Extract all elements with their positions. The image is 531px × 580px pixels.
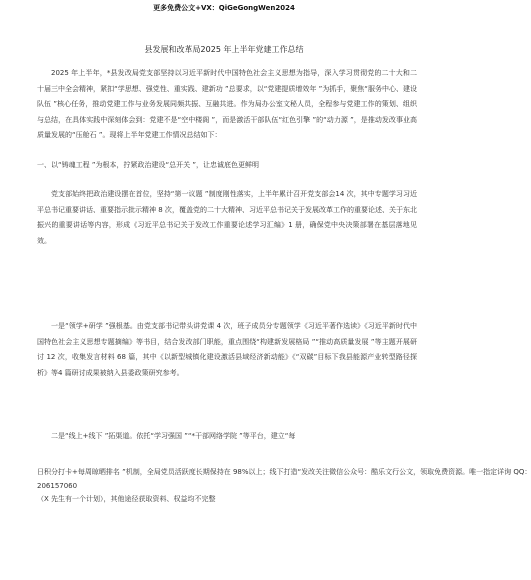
point-two-paragraph: 二是“线上+线下 ”拓渠道。依托“学习强国 ”“*干部网络学院 ”等平台，建立“每	[51, 432, 296, 440]
contact-qq-number: 206157060	[37, 481, 78, 490]
contact-line: 日积分打卡+每周晾晒排名 ”机制，全局党员活跃度长期保持在 98%以上；线下打造“发改关注微信公众号：酷乐文行公文，领取免费资源。唯一指定详询 QQ：	[37, 468, 531, 476]
promo-header: 更多免费公文+VX：QiGeGongWen2024	[153, 4, 295, 12]
document-title: 县发展和改革局2025 年上半年党建工作总结	[144, 45, 304, 54]
contact-block	[37, 466, 531, 507]
intro-paragraph: 2025 年上半年，*县发改局党支部坚持以习近平新时代中国特色社会主义思想为指导，深入学习贯彻党的二十大和二十届三中全会精神，紧扣“学思想、强党性、重实践、建新功 ”总要求，以“党建提质增效年 ”为抓手，聚焦“服务中心、建设队伍 ”核心任务，推动党建工作与业务发展同频共振、互融共进。作为局办公室文秘人员，全程参与党建工作的策划、组织与总结，在具体实践中深刻体会到：党建不是“空中楼阁 ”，而是激活干部队伍“红色引擎 ”的“动力源 ”，是推动发改事业高质量发展的“压舱石 ”。现将上半年党建工作情况总结如下：	[37, 69, 417, 140]
section-one-paragraph: 党支部始终把政治建设摆在首位，坚持“第一议题 ”制度刚性落实，上半年累计召开党支部会14 次，其中专题学习习近平总书记重要讲话、重要指示批示精神 8 次，覆盖党的二十大精神、习近平总书记关于发展改革工作的重要论述、关于东北振兴的重要讲话等内容，形成《习近平总书记关于发改工作重要论述学习汇编》1 册，确保党中央决策部署在基层落地见效。	[37, 190, 417, 245]
point-one-paragraph: 一是“领学+研学 ”强根基。由党支部书记带头讲党课 4 次，班子成员分专题领学《习近平著作选读》《习近平新时代中国特色社会主义思想专题摘编》等书目，结合发改部门职能，重点围绕“构建新发展格局 ”“推动高质量发展 ”等主题开展研讨 12 次，收集发言材料 68 篇，其中《以新型城镇化建设激活县域经济新动能》《“双碳”目标下我县能源产业转型路径探析》等4 篇研讨成果被纳入县委政策研究参考。	[37, 322, 417, 377]
contact-note: （X 先生有一个计划），其他途径获取资料、权益均不完整	[37, 495, 216, 503]
section-heading-one: 一、以“铸魂工程 ”为根本，拧紧政治建设“总开关 ”，让忠诚底色更鲜明	[37, 161, 259, 169]
